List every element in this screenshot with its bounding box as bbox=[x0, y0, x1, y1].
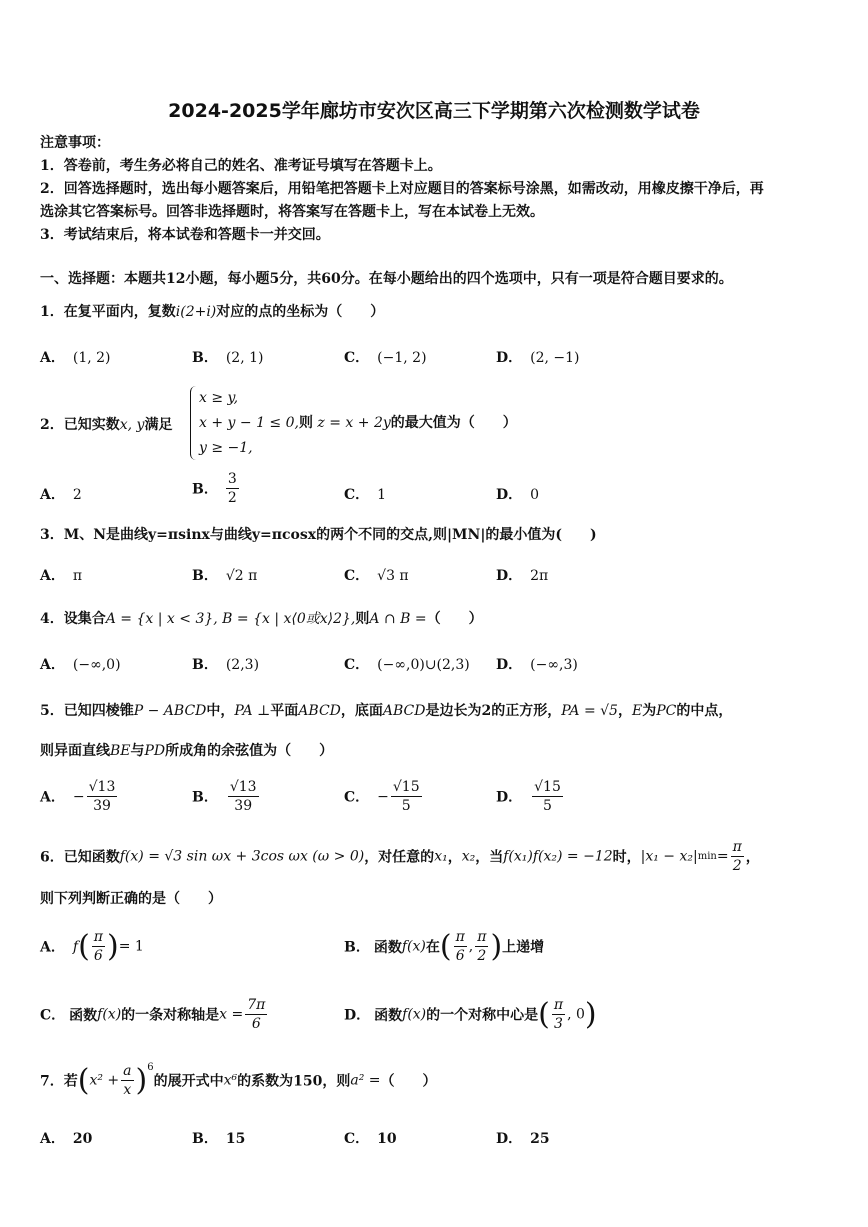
question-5-line-1: 5．已知四棱锥P − ABCD中，PA ⊥平面ABCD，底面ABCD是边长为2的正方形，PA = √5，E为PC的中点， bbox=[40, 703, 733, 719]
q4-option-c: C． (−∞,0)∪(2,3) bbox=[344, 657, 470, 673]
notice-item-2-cont: 选涂其它答案标号。回答非选择题时，将答案写在答题卡上，写在本试卷上无效。 bbox=[40, 204, 544, 220]
q6-option-b: B． 函数f(x)在( $\frac{\pi}{6}$ , $\frac{\pi}{2}$ )上递增 bbox=[344, 929, 545, 964]
q3-option-c: C． √3 π bbox=[344, 568, 409, 584]
q4-set-b: B = {x | x⟨0或x⟩2}, bbox=[222, 611, 356, 627]
q5-option-a: A． − $\frac{√13}{39}$ bbox=[40, 779, 116, 814]
q4-expr: A ∩ B = bbox=[369, 611, 427, 627]
q3-option-b: B． √2 π bbox=[192, 568, 258, 584]
notice-item-1: 1．答卷前，考生务必将自己的姓名、准考证号填写在答题卡上。 bbox=[40, 158, 442, 174]
q6-option-d: D． 函数f(x)的一个对称中心是( $\frac{\pi}{3}$ , 0) bbox=[344, 997, 597, 1032]
q4-option-b: B． (2,3) bbox=[192, 657, 260, 673]
q6-option-c: C． 函数f(x)的一条对称轴是x = $\frac{7\pi}{6}$ bbox=[40, 997, 266, 1032]
section-heading: 一、选择题：本题共12小题，每小题5分，共60分。在每小题给出的四个选项中，只有一项是符合题目要求的。 bbox=[40, 271, 733, 287]
q4-set-a: A = {x | x < 3}, bbox=[105, 611, 218, 627]
q1-stem-a: 1．在复平面内，复数 bbox=[40, 304, 176, 320]
q2-system: x ≥ y, x + y − 1 ≤ 0,则 z = x + 2y的最大值为（ ） y ≥ −1, bbox=[199, 390, 517, 456]
q5-option-c: C． − $\frac{√15}{5}$ bbox=[344, 779, 420, 814]
q1-option-b: B． (2, 1) bbox=[192, 350, 264, 366]
notice-item-2: 2．回答选择题时，选出每小题答案后，用铅笔把答题卡上对应题目的答案标号涂黑，如需改动，用橡皮擦干净后，再 bbox=[40, 181, 764, 197]
q1-expr: i(2+i) bbox=[175, 304, 217, 320]
question-2 bbox=[40, 414, 172, 434]
page-title: 2024-2025学年廊坊市安次区高三下学期第六次检测数学试卷 bbox=[168, 100, 700, 122]
q3-option-a: A． π bbox=[40, 568, 83, 584]
q6-option-a: A． f( $\frac{\pi}{6}$ )= 1 bbox=[40, 929, 144, 964]
q2-vars: x, y bbox=[119, 417, 145, 433]
notice-block bbox=[40, 132, 764, 247]
notice-heading: 注意事项： bbox=[40, 135, 110, 151]
q2-stem-b: 满足 bbox=[144, 417, 173, 433]
q5-option-b: B． $\frac{√13}{39}$ bbox=[192, 779, 257, 814]
q7-option-b: B． 15 bbox=[192, 1131, 246, 1147]
question-6-line-2: 则下列判断正确的是（ ） bbox=[40, 891, 222, 907]
q2-option-c: C． 1 bbox=[344, 487, 387, 503]
q7-option-a: A． 20 bbox=[40, 1131, 93, 1147]
q1-option-a: A． (1, 2) bbox=[40, 350, 111, 366]
question-1 bbox=[40, 301, 384, 321]
question-3: 3．M、N是曲线y=πsinx与曲线y=πcosx的两个不同的交点,则|MN|的最小值为( ) bbox=[40, 527, 597, 543]
q2-option-a: A． 2 bbox=[40, 487, 82, 503]
question-7: 7．若(x² + $\frac{a}{x}$ )$^6$的展开式中x⁶的系数为150，则a² =（ ） bbox=[40, 1062, 437, 1098]
q4-option-d: D． (−∞,3) bbox=[496, 657, 578, 673]
question-5-line-2: 则异面直线BE与PD所成角的余弦值为（ ） bbox=[40, 743, 334, 759]
notice-item-3: 3．考试结束后，将本试卷和答题卡一并交回。 bbox=[40, 227, 330, 243]
q7-option-d: D． 25 bbox=[496, 1131, 550, 1147]
q1-stem-b: 对应的点的坐标为（ ） bbox=[216, 304, 385, 320]
q7-option-c: C． 10 bbox=[344, 1131, 397, 1147]
question-6-line-1: 6．已知函数f(x) = √3 sin ωx + 3cos ωx (ω > 0)，对任意的x₁，x₂，当f(x₁)f(x₂) = −12时，|x₁ − x₂|min= $\frac{\pi}{2}$ ， bbox=[40, 839, 760, 874]
q3-option-d: D． 2π bbox=[496, 568, 549, 584]
q4-option-a: A． (−∞,0) bbox=[40, 657, 121, 673]
q2-stem-a: 2．已知实数 bbox=[40, 417, 120, 433]
q2-option-b: B． $\frac{3}{2}$ bbox=[192, 471, 237, 506]
q2-option-d: D． 0 bbox=[496, 487, 540, 503]
q2-brace bbox=[190, 386, 197, 460]
q1-option-d: D． (2, −1) bbox=[496, 350, 580, 366]
q1-option-c: C． (−1, 2) bbox=[344, 350, 427, 366]
question-4: 4．设集合A = {x | x < 3}, B = {x | x⟨0或x⟩2},则A ∩ B =（ ） bbox=[40, 611, 483, 627]
q5-option-d: D． $\frac{√15}{5}$ bbox=[496, 779, 561, 814]
